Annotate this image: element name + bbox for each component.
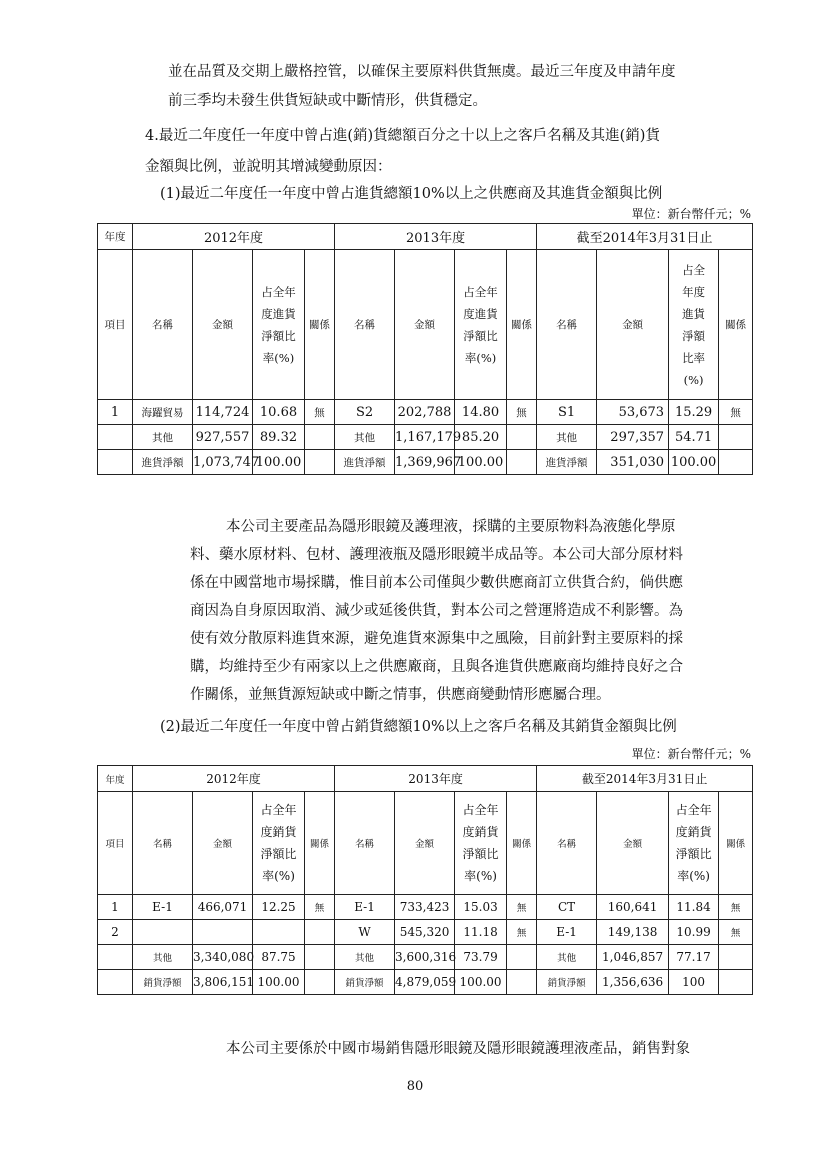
cell-name: 海躍貿易 xyxy=(133,400,193,425)
cell-name: E-1 xyxy=(537,920,597,945)
cell-ratio: 100.00 xyxy=(669,450,719,475)
cell-relation xyxy=(305,425,335,450)
cell-relation xyxy=(305,920,335,945)
col-amount: 金額 xyxy=(597,792,669,895)
col-relation: 關係 xyxy=(507,792,537,895)
table2-title: (2)最近二年度任一年度中曾占銷貨總額10%以上之客戶名稱及其銷貨金額與比例 xyxy=(160,719,677,735)
row-item: 2 xyxy=(98,920,133,945)
cell-relation xyxy=(719,425,753,450)
cell-relation: 無 xyxy=(305,895,335,920)
table-row xyxy=(98,425,753,450)
cell-relation: 無 xyxy=(719,895,753,920)
cell-ratio: 73.79 xyxy=(455,945,507,970)
col-name: 名稱 xyxy=(537,792,597,895)
cell-name: 進貨淨額 xyxy=(335,450,395,475)
cell-name: 銷貨淨額 xyxy=(537,970,597,995)
paragraph-line: 本公司主要產品為隱形眼鏡及護理液，採購的主要原物料為液態化學原 xyxy=(226,519,676,535)
cell-relation: 無 xyxy=(507,400,537,425)
cell-ratio: 100 xyxy=(669,970,719,995)
cell-ratio: 12.25 xyxy=(253,895,305,920)
table1-purchases xyxy=(97,223,753,475)
item-label: 項目 xyxy=(98,250,133,400)
intro-line-1: 並在品質及交期上嚴格控管，以確保主要原料供貨無虞。最近三年度及申請年度 xyxy=(168,64,676,80)
col-amount: 金額 xyxy=(395,250,455,400)
cell-ratio: 100.00 xyxy=(253,450,305,475)
cell-relation xyxy=(719,945,753,970)
cell-name: W xyxy=(335,920,395,945)
cell-name: 進貨淨額 xyxy=(537,450,597,475)
cell-name: 銷貨淨額 xyxy=(335,970,395,995)
cell-relation: 無 xyxy=(507,895,537,920)
col-name: 名稱 xyxy=(335,250,395,400)
table-row xyxy=(98,970,753,995)
cell-relation xyxy=(719,970,753,995)
col-ratio: 占全年度銷貨淨額比率(%) xyxy=(669,792,719,895)
section-4-heading-line-2: 金額與比例，並說明其增減變動原因： xyxy=(145,159,392,175)
cell-name: E-1 xyxy=(133,895,193,920)
row-item: 1 xyxy=(98,895,133,920)
row-item xyxy=(98,425,133,450)
cell-relation xyxy=(305,450,335,475)
cell-amount: 351,030 xyxy=(597,450,669,475)
cell-ratio: 100.00 xyxy=(455,450,507,475)
cell-amount: 1,167,179 xyxy=(395,425,455,450)
cell-ratio: 85.20 xyxy=(455,425,507,450)
paragraph-line: 作關係，並無貨源短缺或中斷之情事，供應商變動情形應屬合理。 xyxy=(190,687,611,703)
cell-relation: 無 xyxy=(719,920,753,945)
table-row xyxy=(98,895,753,920)
cell-relation: 無 xyxy=(305,400,335,425)
row-item xyxy=(98,945,133,970)
col-relation: 關係 xyxy=(305,792,335,895)
cell-relation xyxy=(507,945,537,970)
cell-ratio: 15.29 xyxy=(669,400,719,425)
cell-amount: 4,879,059 xyxy=(395,970,455,995)
col-ratio: 占全年度進貨淨額比率(%) xyxy=(455,250,507,400)
cell-amount: 1,369,967 xyxy=(395,450,455,475)
intro-line-2: 前三季均未發生供貨短缺或中斷情形，供貨穩定。 xyxy=(168,93,487,109)
period-header-2014q1: 截至2014年3月31日止 xyxy=(537,766,753,792)
cell-ratio: 15.03 xyxy=(455,895,507,920)
cell-amount: 1,073,747 xyxy=(193,450,253,475)
table-row xyxy=(98,945,753,970)
col-relation: 關係 xyxy=(719,792,753,895)
cell-name: CT xyxy=(537,895,597,920)
cell-relation xyxy=(507,425,537,450)
cell-name xyxy=(133,920,193,945)
table1-unit: 單位：新台幣仟元；% xyxy=(631,207,751,221)
period-header-2012: 2012年度 xyxy=(133,766,335,792)
item-label: 項目 xyxy=(98,792,133,895)
cell-amount: 3,600,316 xyxy=(395,945,455,970)
table2-unit: 單位：新台幣仟元；% xyxy=(631,747,751,761)
cell-name: 其他 xyxy=(335,945,395,970)
col-amount: 金額 xyxy=(395,792,455,895)
col-amount: 金額 xyxy=(193,250,253,400)
paragraph-line: 商因為自身原因取消、減少或延後供貨，對本公司之營運將造成不利影響。為 xyxy=(190,603,683,619)
col-relation: 關係 xyxy=(719,250,753,400)
cell-relation: 無 xyxy=(719,400,753,425)
table-row xyxy=(98,450,753,475)
cell-name: S1 xyxy=(537,400,597,425)
section-4-heading-line-1: 4.最近二年度任一年度中曾占進(銷)貨總額百分之十以上之客戶名稱及其進(銷)貨 xyxy=(145,128,660,144)
cell-name: 其他 xyxy=(537,425,597,450)
paragraph-line: 係在中國當地市場採購，惟目前本公司僅與少數供應商訂立供貨合約，倘供應 xyxy=(190,575,683,591)
cell-amount xyxy=(193,920,253,945)
cell-amount: 114,724 xyxy=(193,400,253,425)
cell-ratio: 100.00 xyxy=(253,970,305,995)
paragraph-line: 購，均維持至少有兩家以上之供應廠商，且與各進貨供應廠商均維持良好之合 xyxy=(190,659,683,675)
col-name: 名稱 xyxy=(537,250,597,400)
cell-name: 其他 xyxy=(133,425,193,450)
cell-name: 其他 xyxy=(335,425,395,450)
cell-ratio: 11.84 xyxy=(669,895,719,920)
period-header-2013: 2013年度 xyxy=(335,766,537,792)
cell-ratio: 11.18 xyxy=(455,920,507,945)
table-row xyxy=(98,920,753,945)
closing-line: 本公司主要係於中國市場銷售隱形眼鏡及隱形眼鏡護理液產品，銷售對象 xyxy=(226,1041,690,1057)
col-name: 名稱 xyxy=(133,250,193,400)
cell-relation xyxy=(305,945,335,970)
cell-name: 其他 xyxy=(537,945,597,970)
cell-amount: 297,357 xyxy=(597,425,669,450)
row-item: 1 xyxy=(98,400,133,425)
col-amount: 金額 xyxy=(597,250,669,400)
cell-ratio: 89.32 xyxy=(253,425,305,450)
cell-ratio: 10.99 xyxy=(669,920,719,945)
cell-amount: 1,046,857 xyxy=(597,945,669,970)
year-label: 年度 xyxy=(98,224,133,250)
cell-amount: 53,673 xyxy=(597,400,669,425)
col-amount: 金額 xyxy=(193,792,253,895)
period-header-2014q1: 截至2014年3月31日止 xyxy=(537,224,753,250)
cell-ratio: 77.17 xyxy=(669,945,719,970)
table2-sales xyxy=(97,765,753,995)
col-name: 名稱 xyxy=(133,792,193,895)
cell-name: S2 xyxy=(335,400,395,425)
cell-amount: 545,320 xyxy=(395,920,455,945)
col-relation: 關係 xyxy=(305,250,335,400)
cell-ratio: 100.00 xyxy=(455,970,507,995)
period-header-2012: 2012年度 xyxy=(133,224,335,250)
page-number: 80 xyxy=(406,1079,424,1094)
cell-amount: 466,071 xyxy=(193,895,253,920)
cell-ratio: 54.71 xyxy=(669,425,719,450)
cell-amount: 3,806,151 xyxy=(193,970,253,995)
period-header-2013: 2013年度 xyxy=(335,224,537,250)
cell-amount: 1,356,636 xyxy=(597,970,669,995)
cell-name: 進貨淨額 xyxy=(133,450,193,475)
table-row xyxy=(98,400,753,425)
row-item xyxy=(98,450,133,475)
col-ratio: 占全年度進貨淨額比率(%) xyxy=(253,250,305,400)
col-ratio: 占全年度銷貨淨額比率(%) xyxy=(253,792,305,895)
cell-amount: 927,557 xyxy=(193,425,253,450)
cell-ratio xyxy=(253,920,305,945)
col-relation: 關係 xyxy=(507,250,537,400)
cell-amount: 3,340,080 xyxy=(193,945,253,970)
col-ratio: 占全年度進貨淨額比率(%) xyxy=(669,250,719,400)
col-ratio: 占全年度銷貨淨額比率(%) xyxy=(455,792,507,895)
cell-ratio: 10.68 xyxy=(253,400,305,425)
col-name: 名稱 xyxy=(335,792,395,895)
cell-amount: 160,641 xyxy=(597,895,669,920)
row-item xyxy=(98,970,133,995)
cell-relation xyxy=(719,450,753,475)
cell-name: 其他 xyxy=(133,945,193,970)
cell-amount: 733,423 xyxy=(395,895,455,920)
cell-relation xyxy=(507,450,537,475)
paragraph-line: 使有效分散原料進貨來源，避免進貨來源集中之風險，目前針對主要原料的採 xyxy=(190,631,683,647)
cell-relation: 無 xyxy=(507,920,537,945)
cell-name: E-1 xyxy=(335,895,395,920)
cell-relation xyxy=(507,970,537,995)
cell-name: 銷貨淨額 xyxy=(133,970,193,995)
paragraph-line: 料、藥水原材料、包材、護理液瓶及隱形眼鏡半成品等。本公司大部分原材料 xyxy=(190,547,683,563)
cell-amount: 149,138 xyxy=(597,920,669,945)
cell-ratio: 87.75 xyxy=(253,945,305,970)
table1-title: (1)最近二年度任一年度中曾占進貨總額10%以上之供應商及其進貨金額與比例 xyxy=(160,186,663,202)
cell-relation xyxy=(305,970,335,995)
cell-ratio: 14.80 xyxy=(455,400,507,425)
year-label: 年度 xyxy=(98,766,133,792)
cell-amount: 202,788 xyxy=(395,400,455,425)
